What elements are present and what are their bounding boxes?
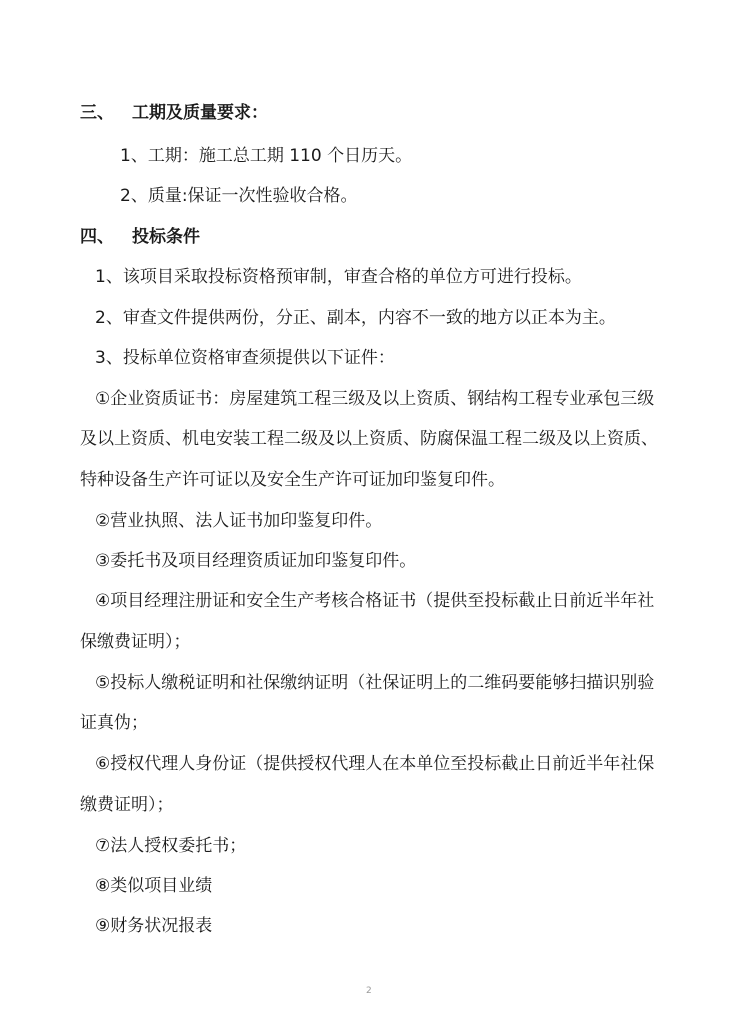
page-number: 2 — [366, 986, 372, 996]
section-title: 工期及质量要求： — [132, 103, 268, 123]
section-number: 三、 — [80, 103, 114, 123]
certificate-item-line: ④项目经理注册证和安全生产考核合格证书（提供至投标截止日前近半年社 — [95, 591, 655, 611]
condition-paragraph: 3、投标单位资格审查须提供以下证件： — [95, 348, 395, 368]
certificate-item-line: ③委托书及项目经理资质证加印鉴复印件。 — [95, 551, 417, 571]
certificate-item-line: 及以上资质、机电安装工程二级及以上资质、防腐保温工程二级及以上资质、 — [80, 429, 658, 449]
certificate-item-line: ⑤投标人缴税证明和社保缴纳证明（社保证明上的二维码要能够扫描识别验 — [95, 673, 655, 693]
certificate-item-line: ①企业资质证书：房屋建筑工程三级及以上资质、钢结构工程专业承包三级 — [95, 389, 655, 409]
certificate-item-line: 缴费证明）； — [80, 795, 174, 815]
certificate-item-line: 特种设备生产许可证以及安全生产许可证加印鉴复印件。 — [80, 470, 505, 490]
certificate-item-line: 证真伪； — [80, 713, 148, 733]
certificate-item-line: ⑦法人授权委托书； — [95, 836, 247, 856]
certificate-item-line: 保缴费证明）； — [80, 632, 191, 652]
section-number: 四、 — [80, 227, 114, 247]
certificate-item-line: ②营业执照、法人证书加印鉴复印件。 — [95, 511, 383, 531]
condition-paragraph: 1、该项目采取投标资格预审制，审查合格的单位方可进行投标。 — [95, 267, 582, 287]
schedule-item: 1、工期：施工总工期 110 个日历天。 — [120, 146, 413, 166]
certificate-item-line: ⑧类似项目业绩 — [95, 876, 213, 896]
section-heading-bidding-conditions — [80, 227, 200, 247]
section-heading-schedule-quality — [80, 103, 268, 123]
section-title: 投标条件 — [132, 227, 200, 247]
certificate-item-line: ⑥授权代理人身份证（提供授权代理人在本单位至投标截止日前近半年社保 — [95, 754, 655, 774]
certificate-item-line: ⑨财务状况报表 — [95, 916, 213, 936]
condition-paragraph: 2、审查文件提供两份，分正、副本，内容不一致的地方以正本为主。 — [95, 308, 616, 328]
quality-item: 2、质量:保证一次性验收合格。 — [120, 186, 358, 206]
